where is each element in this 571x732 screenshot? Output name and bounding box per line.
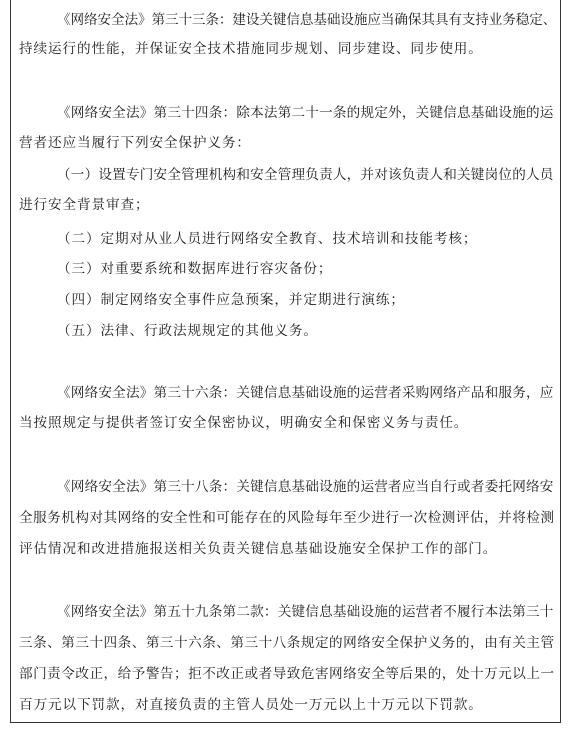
article-59-line-2: 三条、第三十四条、第三十六条、第三十八条规定的网络安全保护义务的，由有关主管 [19, 635, 555, 651]
article-59-line-4: 百万元以下罚款，对直接负责的主管人员处一万元以上十万元以下罚款。 [19, 697, 483, 713]
article-59-line-3: 部门责令改正，给予警告；拒不改正或者导致危害网络安全等后果的，处十万元以上一 [19, 666, 555, 682]
article-38-line-1: 《网络安全法》第三十八条：关键信息基础设施的运营者应当自行或者委托网络安 [57, 479, 554, 495]
article-36-line-2: 当按照规定与提供者签订安全保密协议，明确安全和保密义务与责任。 [19, 415, 469, 431]
article-33-line-2: 持续运行的性能，并保证安全技术措施同步规划、同步建设、同步使用。 [19, 41, 483, 57]
article-34-line-1: 《网络安全法》第三十四条：除本法第二十一条的规定外，关键信息基础设施的运 [57, 105, 554, 121]
article-34-item-1-line-2: 进行安全背景审查； [19, 197, 150, 213]
article-36-line-1: 《网络安全法》第三十六条：关键信息基础设施的运营者采购网络产品和服务，应 [57, 385, 554, 401]
article-34-item-2: （二）定期对从业人员进行网络安全教育、技术培训和技能考核； [57, 231, 478, 247]
article-34-item-3: （三）对重要系统和数据库进行容灾备份； [57, 261, 333, 277]
article-38-line-2: 全服务机构对其网络的安全性和可能存在的风险每年至少进行一次检测评估，并将检测 [19, 510, 555, 526]
article-34-item-5: （五）法律、行政法规规定的其他义务。 [57, 323, 318, 339]
article-34-item-4: （四）制定网络安全事件应急预案，并定期进行演练； [57, 292, 405, 308]
article-34-item-1-line-1: （一）设置专门安全管理机构和安全管理负责人，并对该负责人和关键岗位的人员 [57, 167, 554, 183]
article-33-line-1: 《网络安全法》第三十三条：建设关键信息基础设施应当确保其具有支持业务稳定、 [57, 12, 557, 28]
article-34-line-2: 营者还应当履行下列安全保护义务： [19, 135, 251, 151]
document-frame [10, 0, 561, 723]
article-38-line-3: 评估情况和改进措施报送相关负责关键信息基础设施安全保护工作的部门。 [19, 541, 498, 557]
article-59-line-1: 《网络安全法》第五十九条第二款：关键信息基础设施的运营者不履行本法第三十 [57, 604, 554, 620]
frame-bottom-border [10, 722, 561, 723]
